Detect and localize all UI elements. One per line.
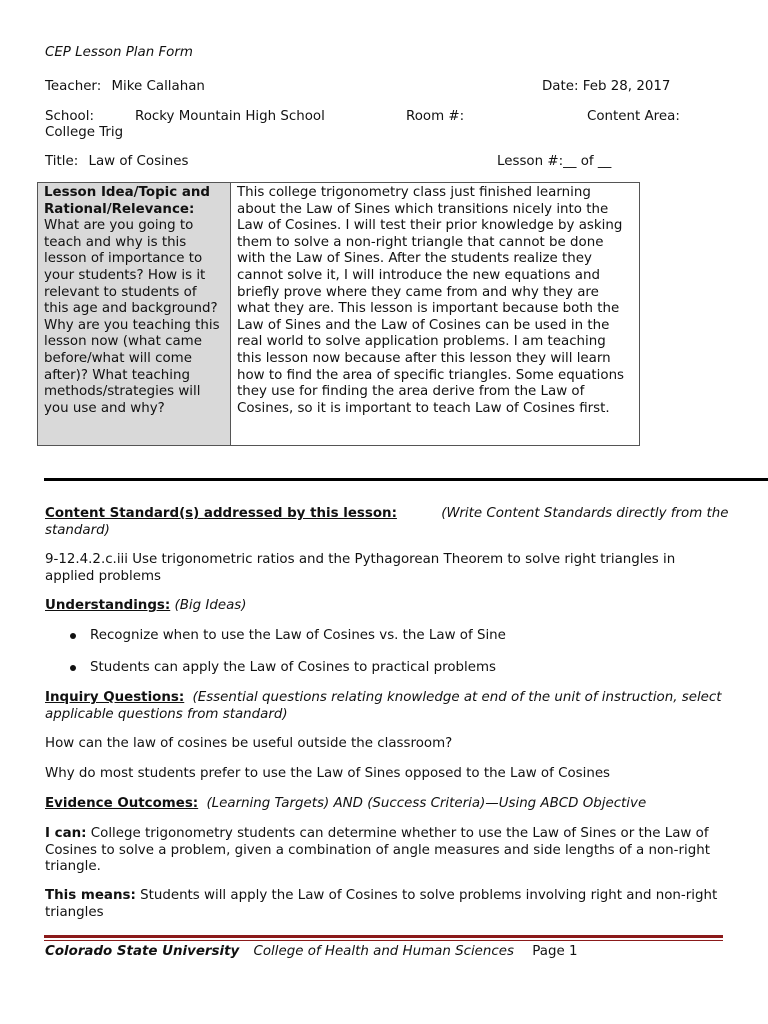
evidence-heading: Evidence Outcomes: [45,796,199,811]
footer-college: College of Health and Human Sciences [253,944,514,959]
understandings-heading-block [45,598,247,613]
table-left-body: What are you going to teach and why is this lesson of importance to your students? How is it relevant to students of this age and background? Why are you teaching this lesson now (what came before/what will come after)? What teaching methods/strategies will you use and why? [44,218,220,416]
understanding-item: Students can apply the Law of Cosines to practical problems [90,660,497,675]
content-standards-heading-block [45,506,735,539]
table-right-cell: This college trigonometry class just finished learning about the Law of Sines which transitions nicely into the Law of Cosines. I will test their prior knowledge by asking them to solve a non-right triangle that cannot be done with the Law of Sines. After the students realize they cannot solve it, I will introduce the new equations and briefly prove where they came from and why they are what they are. This lesson is important because both the Law of Sines and the Law of Cosines can be used in the real world to solve application problems. I am teaching this lesson now because after this lesson they will learn how to find the area of specific triangles. Some equations they use for finding the area derive from the Law of Cosines, so it is important to teach Law of Cosines first. [237,185,625,416]
form-title: CEP Lesson Plan Form [45,45,193,60]
footer [45,944,577,959]
lesson-number: Lesson #:__ of __ [497,154,612,169]
date-value: Feb 28, 2017 [582,79,671,94]
inquiry-heading: Inquiry Questions: [45,690,185,705]
content-standards-note: (Write Content Standards directly from the standard) [45,506,729,538]
school-label: School: [45,109,94,124]
inquiry-question-2: Why do most students prefer to use the Law of Sines opposed to the Law of Cosines [45,766,611,781]
inquiry-heading-block [45,690,735,723]
this-means-label: This means: [45,888,136,903]
table-left-cell [38,183,231,445]
understandings-note: (Big Ideas) [174,598,247,613]
table-left-heading: Lesson Idea/Topic and Rational/Relevance: [44,185,211,217]
inquiry-question-1: How can the law of cosines be useful outside the classroom? [45,736,453,751]
footer-rule [44,935,723,938]
this-means-text: Students will apply the Law of Cosines to solve problems involving right and non-right triangles [45,888,718,920]
content-area-value: College Trig [45,125,124,140]
date-row [542,79,670,94]
evidence-note: (Learning Targets) AND (Success Criteria)—Using ABCD Objective [206,796,647,811]
bullet-icon [70,665,76,671]
i-can-block [45,826,725,876]
room-label: Room #: [406,109,465,124]
evidence-heading-block [45,796,646,811]
bullet-icon [70,633,76,639]
title-value: Law of Cosines [88,154,189,169]
inquiry-note: (Essential questions relating knowledge at end of the unit of instruction, select applicable questions from standard) [45,690,722,722]
lesson-idea-table [37,182,640,446]
footer-university: Colorado State University [45,944,240,959]
content-area-label: Content Area: [587,109,680,124]
section-divider [44,478,768,481]
title-label: Title: [45,154,79,169]
understanding-item: Recognize when to use the Law of Cosines vs. the Law of Sine [90,628,506,643]
date-label: Date: [542,79,579,94]
school-value: Rocky Mountain High School [135,109,325,124]
this-means-block [45,888,725,921]
teacher-label: Teacher: [45,79,102,94]
content-standards-heading: Content Standard(s) addressed by this lesson: [45,506,397,521]
footer-rule-thin [44,940,723,941]
i-can-text: College trigonometry students can determine whether to use the Law of Sines or the Law of Cosines to solve a problem, given a combination of angle measures and side lengths of a non-right triangle. [45,826,710,874]
content-standard-text: 9-12.4.2.c.iii Use trigonometric ratios and the Pythagorean Theorem to solve right triangles in applied problems [45,552,676,584]
title-row [45,154,188,169]
teacher-value: Mike Callahan [111,79,205,94]
footer-page: Page 1 [532,944,578,959]
i-can-label: I can: [45,826,87,841]
understandings-heading: Understandings: [45,598,171,613]
teacher-row [45,79,205,94]
